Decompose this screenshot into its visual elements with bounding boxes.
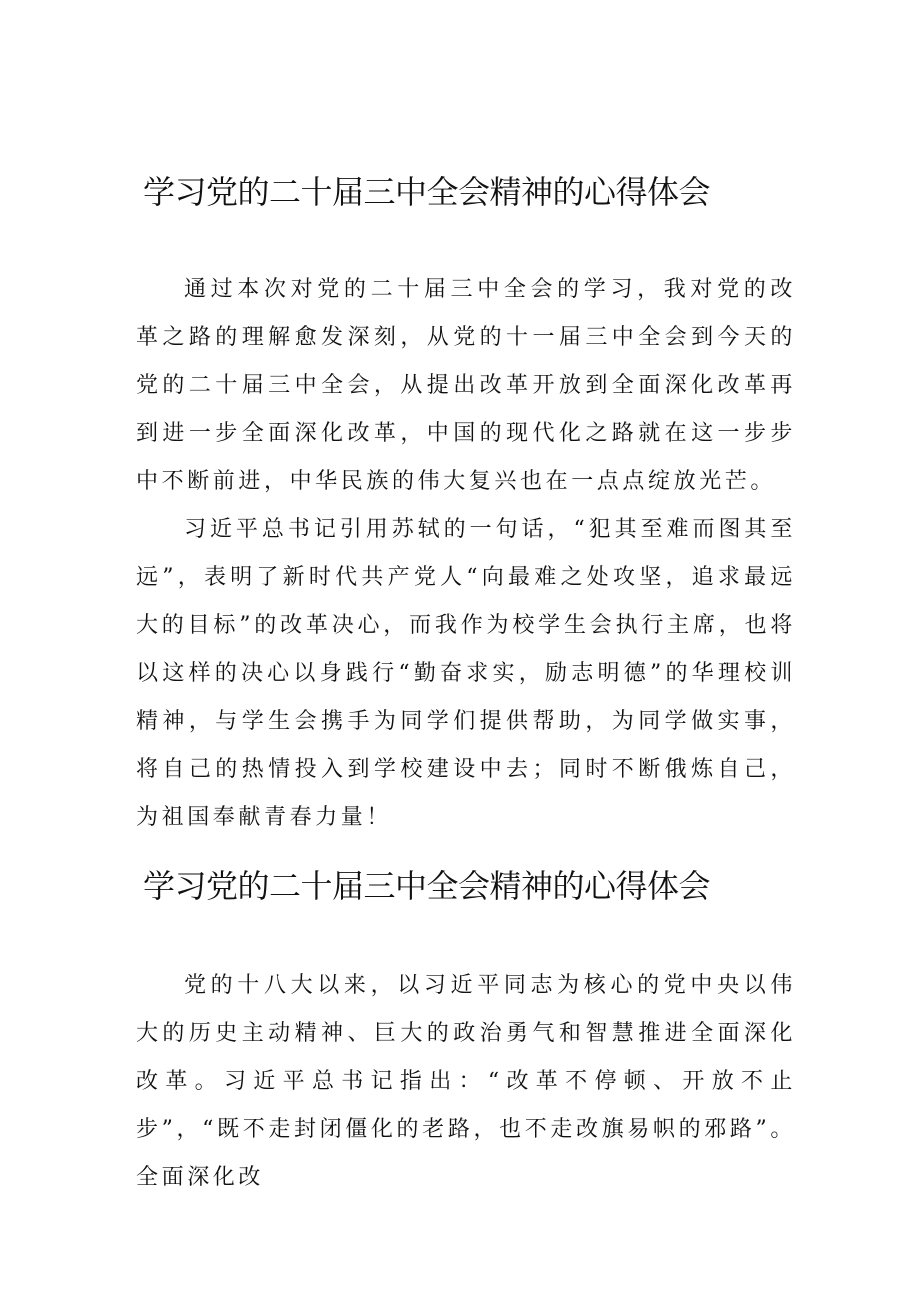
section-2-paragraph-1: 党的十八大以来，以习近平同志为核心的党中央以伟大的历史主动精神、巨大的政治勇气和智慧推进全面深化改革。习近平总书记指出：“改革不停顿、开放不止步”，“既不走封闭僵化的老路，也不走改旗易帜的邪路”。全面深化改 bbox=[136, 973, 796, 1190]
section-2-title: 学习党的二十届三中全会精神的心得体会 bbox=[143, 867, 711, 905]
section-1-title: 学习党的二十届三中全会精神的心得体会 bbox=[143, 173, 711, 211]
section-1-paragraph-1: 通过本次对党的二十届三中全会的学习，我对党的改革之路的理解愈发深刻，从党的十一届三中全会到今天的党的二十届三中全会，从提出改革开放到全面深化改革再到进一步全面深化改革，中国的现代化之路就在这一步步中不断前进，中华民族的伟大复兴也在一点点绽放光芒。 bbox=[136, 277, 796, 494]
section-1-paragraph-2: 习近平总书记引用苏轼的一句话，“犯其至难而图其至远”，表明了新时代共产党人“向最难之处攻坚，追求最远大的目标”的改革决心，而我作为校学生会执行主席，也将以这样的决心以身践行“勤奋求实，励志明德”的华理校训精神，与学生会携手为同学们提供帮助，为同学做实事，将自己的热情投入到学校建设中去；同时不断俄炼自己，为祖国奉献青春力量！ bbox=[136, 517, 796, 830]
